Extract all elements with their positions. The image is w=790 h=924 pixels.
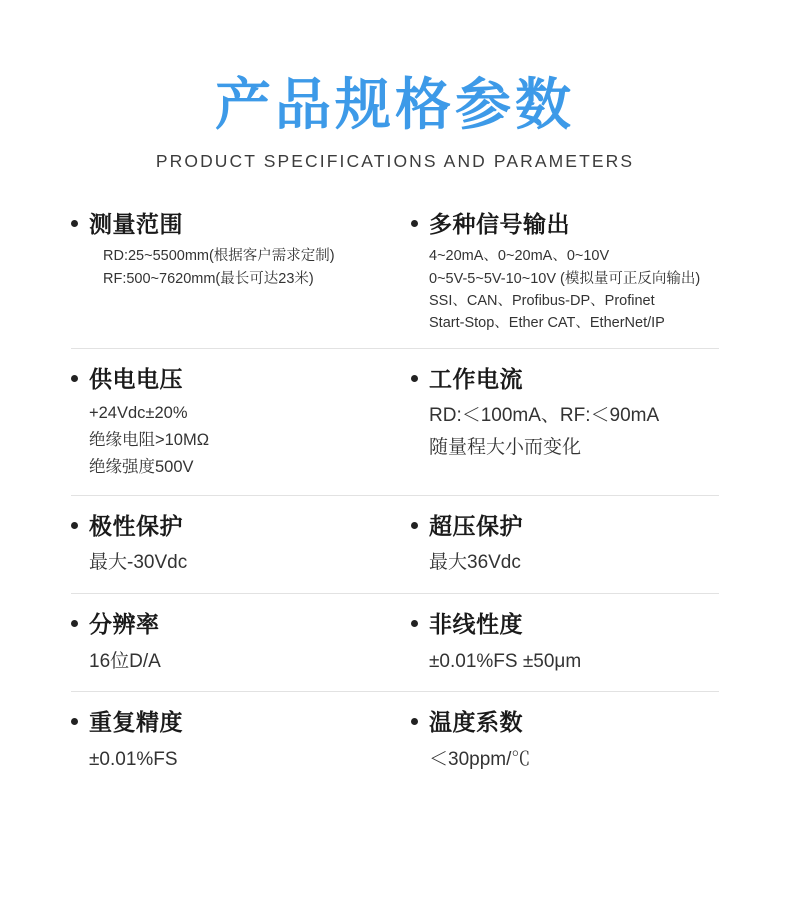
- spec-body: [71, 547, 387, 579]
- item-head: [71, 512, 387, 541]
- bullet-icon: [71, 220, 78, 227]
- spec-item-nonlinearity: [395, 610, 719, 677]
- spec-line: RF:500~7620mm(最长可达23米): [103, 270, 314, 287]
- spec-line: RD:25~5500mm(根据客户需求定制): [103, 248, 335, 265]
- item-head: [71, 365, 387, 394]
- spec-item-working-current: [395, 365, 719, 481]
- spec-line: Start-Stop、Ether CAT、EtherNet/IP: [429, 314, 665, 331]
- spec-item-temperature-coefficient: [395, 708, 719, 775]
- spec-title: 供电电压: [89, 365, 183, 392]
- spec-body: [71, 400, 387, 480]
- bullet-icon: [71, 522, 78, 529]
- spec-item-resolution: [71, 610, 395, 677]
- spec-item-polarity-protection: [71, 512, 395, 579]
- spec-body: [411, 245, 711, 333]
- spec-title: 极性保护: [89, 512, 183, 539]
- spec-row: [71, 495, 719, 593]
- spec-body: [411, 547, 711, 579]
- spec-line: ＜30ppm/℃: [429, 748, 531, 770]
- spec-line: ±0.01%FS ±50μm: [429, 650, 582, 672]
- spec-item-measuring-range: [71, 210, 395, 334]
- spec-item-overvoltage-protection: [395, 512, 719, 579]
- spec-line: 绝缘强度500V: [89, 457, 194, 476]
- item-head: [71, 610, 387, 639]
- page-title: 产品规格参数: [215, 73, 575, 136]
- spec-title: 多种信号输出: [429, 210, 570, 237]
- item-head: [411, 365, 711, 394]
- spec-title: 重复精度: [89, 709, 183, 736]
- spec-title: 超压保护: [429, 512, 523, 539]
- item-head: [71, 708, 387, 737]
- spec-body: [411, 744, 711, 776]
- spec-title: 非线性度: [429, 610, 523, 637]
- spec-line: 绝缘电阻>10MΩ: [89, 431, 210, 450]
- spec-body: [71, 646, 387, 678]
- spec-item-signal-outputs: [395, 210, 719, 334]
- page-header: [0, 0, 790, 172]
- spec-title: 温度系数: [429, 709, 523, 736]
- spec-line: 0~5V-5~5V-10~10V (模拟量可正反向输出): [429, 270, 701, 287]
- bullet-icon: [411, 620, 418, 627]
- bullet-icon: [411, 522, 418, 529]
- spec-line: 最大-30Vdc: [89, 552, 188, 574]
- bullet-icon: [71, 620, 78, 627]
- spec-item-repeatability: [71, 708, 395, 775]
- spec-line: RD:＜100mA、RF:＜90mA: [429, 405, 660, 427]
- spec-title: 分辨率: [89, 610, 160, 637]
- bullet-icon: [71, 718, 78, 725]
- item-head: [411, 210, 711, 239]
- specifications-list: [71, 210, 719, 790]
- spec-line: 随量程大小而变化: [429, 436, 582, 458]
- spec-row: [71, 691, 719, 789]
- page-subtitle: PRODUCT SPECIFICATIONS AND PARAMETERS: [155, 150, 635, 171]
- spec-line: ±0.01%FS: [89, 748, 178, 770]
- item-head: [411, 708, 711, 737]
- spec-body: [71, 744, 387, 776]
- spec-row: [71, 348, 719, 495]
- item-head: [411, 610, 711, 639]
- spec-line: 16位D/A: [89, 650, 161, 672]
- spec-row: [71, 210, 719, 348]
- spec-line: 4~20mA、0~20mA、0~10V: [429, 248, 610, 265]
- spec-title: 测量范围: [89, 210, 183, 237]
- bullet-icon: [411, 220, 418, 227]
- bullet-icon: [71, 375, 78, 382]
- spec-line: 最大36Vdc: [429, 552, 521, 574]
- spec-title: 工作电流: [429, 365, 523, 392]
- spec-row: [71, 593, 719, 691]
- spec-body: [71, 245, 387, 289]
- spec-body: [411, 646, 711, 678]
- bullet-icon: [411, 718, 418, 725]
- spec-body: [411, 400, 711, 463]
- spec-line: +24Vdc±20%: [89, 404, 188, 423]
- item-head: [71, 210, 387, 239]
- spec-item-supply-voltage: [71, 365, 395, 481]
- bullet-icon: [411, 375, 418, 382]
- spec-line: SSI、CAN、Profibus-DP、Profinet: [429, 292, 655, 309]
- item-head: [411, 512, 711, 541]
